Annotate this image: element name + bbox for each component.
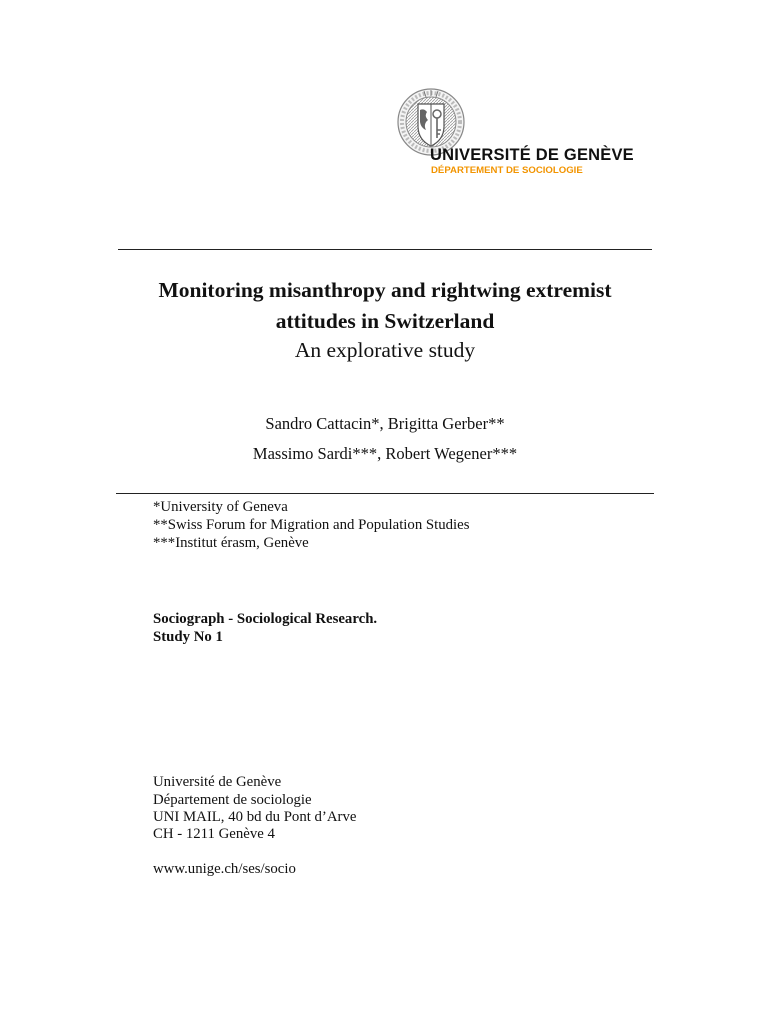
title-line-1: Monitoring misanthropy and rightwing extremist bbox=[158, 278, 612, 302]
middle-divider bbox=[116, 493, 654, 494]
affiliation-3: ***Institut érasm, Genève bbox=[153, 535, 309, 551]
address-line-3: UNI MAIL, 40 bd du Pont d’Arve bbox=[153, 809, 357, 825]
affiliation-1: *University of Geneva bbox=[153, 499, 288, 515]
department-name: DÉPARTEMENT DE SOCIOLOGIE bbox=[431, 165, 583, 176]
authors-line-2: Massimo Sardi***, Robert Wegener*** bbox=[252, 444, 518, 463]
series-name: Sociograph - Sociological Research. bbox=[153, 611, 378, 627]
authors-line-1: Sandro Cattacin*, Brigitta Gerber** bbox=[265, 414, 505, 433]
top-divider bbox=[118, 249, 652, 250]
university-name: UNIVERSITÉ DE GENÈVE bbox=[430, 146, 634, 164]
address-line-2: Département de sociologie bbox=[153, 792, 312, 808]
title-line-2: attitudes in Switzerland bbox=[275, 309, 495, 333]
website-link[interactable]: www.unige.ch/ses/socio bbox=[153, 861, 296, 877]
study-number: Study No 1 bbox=[153, 629, 223, 645]
address-line-4: CH - 1211 Genève 4 bbox=[153, 826, 275, 842]
affiliation-2: **Swiss Forum for Migration and Population Studies bbox=[153, 517, 470, 533]
subtitle: An explorative study bbox=[294, 338, 476, 362]
address-line-1: Université de Genève bbox=[153, 774, 282, 790]
